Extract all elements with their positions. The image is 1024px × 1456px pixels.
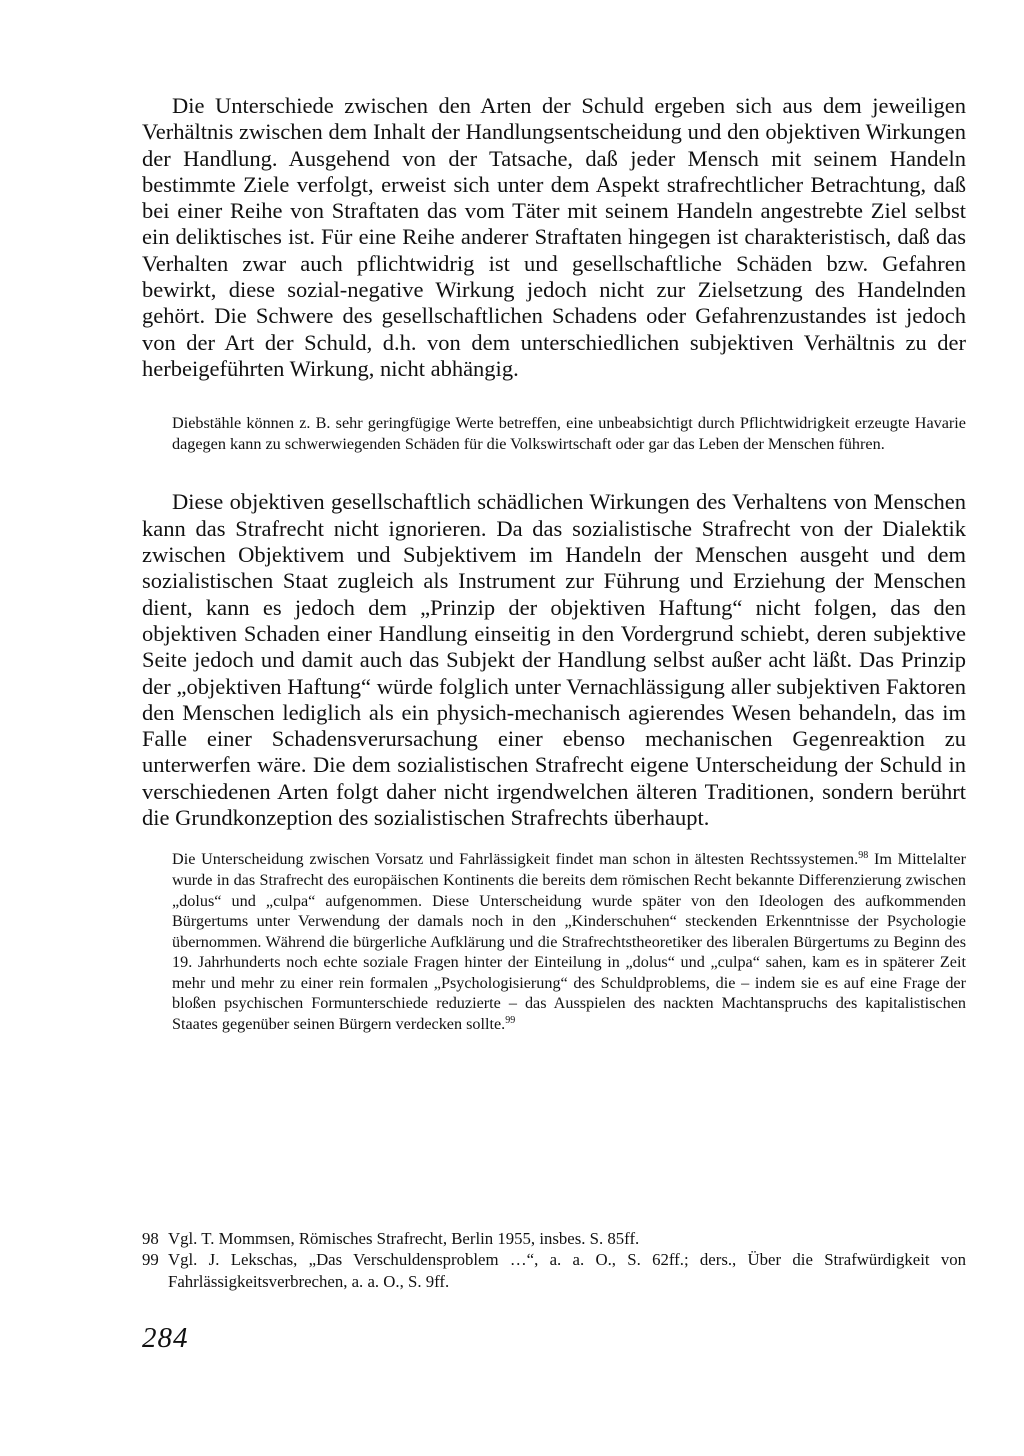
note-2-text-a: Die Unterscheidung zwischen Vorsatz und Fahrlässigkeit findet man schon in ältesten Rechtssystemen. (172, 850, 859, 869)
page-number: 284 (142, 1322, 189, 1354)
indented-note-1: Diebstähle können z. B. sehr geringfügige Werte betreffen, eine unbeabsichtigt durch Pflichtwidrigkeit erzeugte Havarie dagegen kann zu schwerwiegenden Schäden für die Volkswirtschaft oder gar das Leben der Menschen führen. (172, 414, 966, 453)
footnote-text: Vgl. J. Lekschas, „Das Verschuldensproblem …“, a. a. O., S. 62ff.; ders., Über die Strafwürdigkeit von Fahrlässigkeitsverbrechen, a. a. O., S. 9ff. (168, 1250, 966, 1291)
footnote-number: 99 (142, 1250, 159, 1270)
footnote-text: Vgl. T. Mommsen, Römisches Strafrecht, Berlin 1955, insbes. S. 85ff. (168, 1229, 640, 1248)
footnote-98 (142, 1228, 966, 1249)
footnote-number: 98 (142, 1229, 159, 1248)
footnote-ref-98[interactable]: 98 (858, 850, 869, 862)
body-paragraph-1: Die Unterschiede zwischen den Arten der Schuld ergeben sich aus dem jeweiligen Verhältnis zwischen dem Inhalt der Handlungsentscheidung und den objektiven Wirkungen der Handlung. Ausgehend von der Tatsache, daß jeder Mensch mit seinem Handeln bestimmte Ziele verfolgt, erweist sich unter dem Aspekt strafrechtlicher Betrachtung, daß bei einer Reihe von Straftaten das vom Täter mit seinem Handeln angestrebte Ziel selbst ein deliktisches ist. Für eine Reihe anderer Straftaten hingegen ist charakteristisch, daß das Verhalten zwar auch pflichtwidrig ist und gesellschaftliche Schäden bzw. Gefahren bewirkt, diese sozial-negative Wirkung jedoch nicht zur Zielsetzung des Handelnden gehört. Die Schwere des gesellschaftlichen Schadens oder Gefahrenzustandes ist jedoch von der Art der Schuld, d.h. von dem unterschiedlichen subjektiven Verhältnis zu der herbeigeführten Wirkung, nicht abhängig. (142, 93, 966, 381)
footnotes (142, 1228, 966, 1292)
body-paragraph-2: Diese objektiven gesellschaftlich schädlichen Wirkungen des Verhaltens von Menschen kann das Strafrecht nicht ignorieren. Da das sozialistische Strafrecht von der Dialektik zwischen Objektivem und Subjektivem im Handeln der Menschen ausgeht und dem sozialistischen Staat zugleich als Instrument zur Führung und Erziehung der Menschen dient, kann es jedoch dem „Prinzip der objektiven Haftung“ nicht folgen, das den objektiven Schaden einer Handlung einseitig in den Vordergrund schiebt, deren subjektive Seite jedoch und damit auch das Subjekt der Handlung selbst außer acht läßt. Das Prinzip der „objektiven Haftung“ würde folglich unter Vernachlässigung aller subjektiven Faktoren den Menschen lediglich als ein physich-mechanisch agierendes Wesen behandeln, das im Falle einer Schadensverursachung einer ebenso mechanischen Gegenreaktion zu unterwerfen wäre. Die dem sozialistischen Strafrecht eigene Unterscheidung der Schuld in verschiedenen Arten folgt daher nicht irgendwelchen älteren Traditionen, sondern berührt die Grundkonzeption des sozialistischen Strafrechts überhaupt. (142, 489, 966, 831)
page-content (142, 93, 966, 1035)
indented-note-2 (172, 849, 966, 1034)
footnote-99 (142, 1249, 966, 1292)
note-2-text-b: Im Mittelalter wurde in das Strafrecht des europäischen Kontinents die bereits dem römischen Recht bekannte Differenzierung zwischen „dolus“ und „culpa“ aufgenommen. Diese Unterscheidung wurde später von den Ideologen des aufkommenden Bürgertums unter Verwendung der damals noch in den „Kinderschuhen“ steckenden Erkenntnisse der Psychologie übernommen. Während die bürgerliche Aufklärung und die Strafrechtstheoretiker des liberalen Bürgertums zu Beginn des 19. Jahrhunderts noch echte soziale Fragen hinter der Einteilung in „dolus“ und „culpa“ sahen, kam es in späterer Zeit mehr und mehr zu einer rein formalen „Psychologisierung“ des Schuldproblems, die – indem sie es auf eine Frage der bloßen psychischen Formunterschiede reduzierte – das Ausspielen des nackten Machtanspruchs des kapitalistischen Staates gegenüber seinen Bürgern verdecken sollte. (172, 850, 966, 1034)
footnote-ref-99[interactable]: 99 (505, 1015, 516, 1027)
